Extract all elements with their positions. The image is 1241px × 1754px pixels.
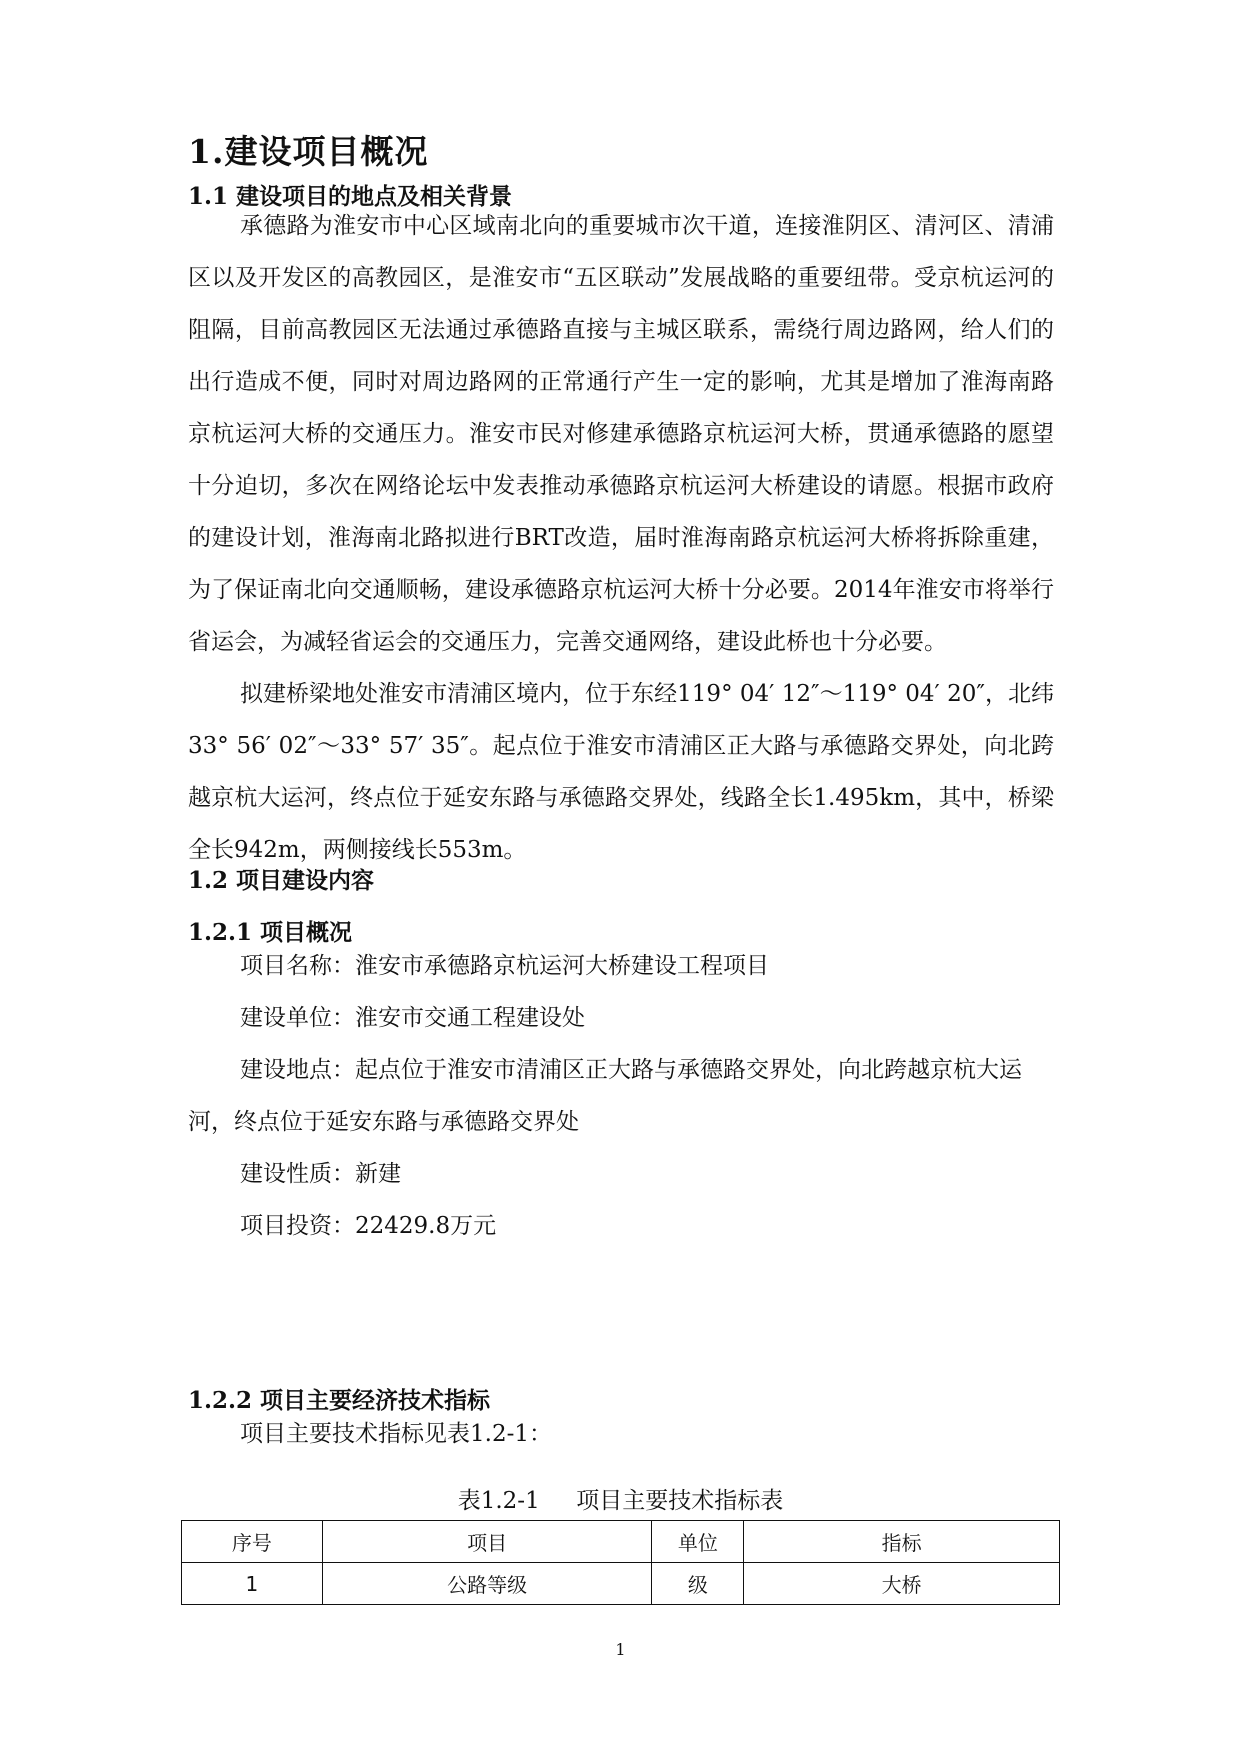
project-name: 项目名称：淮安市承德路京杭运河大桥建设工程项目 [240,953,769,979]
header-cell: 单位 [652,1521,744,1563]
header-cell: 序号 [182,1521,323,1563]
page-number: 1 [615,1640,626,1659]
paragraph-background: 承德路为淮安市中心区域南北向的重要城市次干道，连接淮阴区、清河区、清浦区以及开发区的高教园区，是淮安市“五区联动”发展战略的重要纽带。受京杭运河的阻隔，目前高教园区无法通过承德路直接与主城区联系，需绕行周边路网，给人们的出行造成不便，同时对周边路网的正常通行产生一定的影响，尤其是增加了淮海南路京杭运河大桥的交通压力。淮安市民对修建承德路京杭运河大桥，贯通承德路的愿望十分迫切，多次在网络论坛中发表推动承德路京杭运河大桥建设的请愿。根据市政府的建设计划，淮海南北路拟进行BRT改造，届时淮海南路京杭运河大桥将拆除重建，为了保证南北向交通顺畅，建设承德路京杭运河大桥十分必要。2014年淮安市将举行省运会，为减轻省运会的交通压力，完善交通网络，建设此桥也十分必要。 [188,213,1054,655]
project-investment: 项目投资：22429.8万元 [240,1213,497,1239]
table-cell: 级 [652,1563,744,1605]
section-heading-1-2-2: 1.2.2 项目主要经济技术指标 [188,1387,491,1414]
project-overview-list [188,940,1054,1252]
indicator-intro-block [188,1408,1054,1460]
table-header-row [182,1521,1060,1563]
section-1-1-body [188,200,1054,876]
section-heading-1-2-1: 1.2.1 项目概况 [188,919,353,946]
section-heading-1-1: 1.1 建设项目的地点及相关背景 [188,183,513,210]
construction-nature: 建设性质：新建 [240,1161,401,1187]
header-cell: 指标 [744,1521,1060,1563]
table-caption: 表1.2-1 项目主要技术指标表 [457,1488,784,1514]
chapter-heading: 1.建设项目概况 [188,132,429,171]
paragraph-location: 拟建桥梁地处淮安市清浦区境内，位于东经119° 04′ 12″～119° 04′ 20″，北纬33° 56′ 02″～33° 57′ 35″。起点位于淮安市清浦区正大路与承德路交界处，向北跨越京杭大运河，终点位于延安东路与承德路交界处，线路全长1.495km，其中，桥梁全长942m，两侧接线长553m。 [188,681,1054,863]
header-cell: 项目 [322,1521,652,1563]
construction-location: 建设地点：起点位于淮安市清浦区正大路与承德路交界处，向北跨越京杭大运河，终点位于延安东路与承德路交界处 [188,1057,1022,1135]
indicator-intro: 项目主要技术指标见表1.2-1： [240,1421,552,1447]
indicator-table [181,1520,1060,1605]
table-row [182,1563,1060,1605]
construction-unit: 建设单位：淮安市交通工程建设处 [240,1005,585,1031]
table-cell: 1 [182,1563,323,1605]
table-cell: 公路等级 [322,1563,652,1605]
table-cell: 大桥 [744,1563,1060,1605]
section-heading-1-2: 1.2 项目建设内容 [188,867,375,894]
